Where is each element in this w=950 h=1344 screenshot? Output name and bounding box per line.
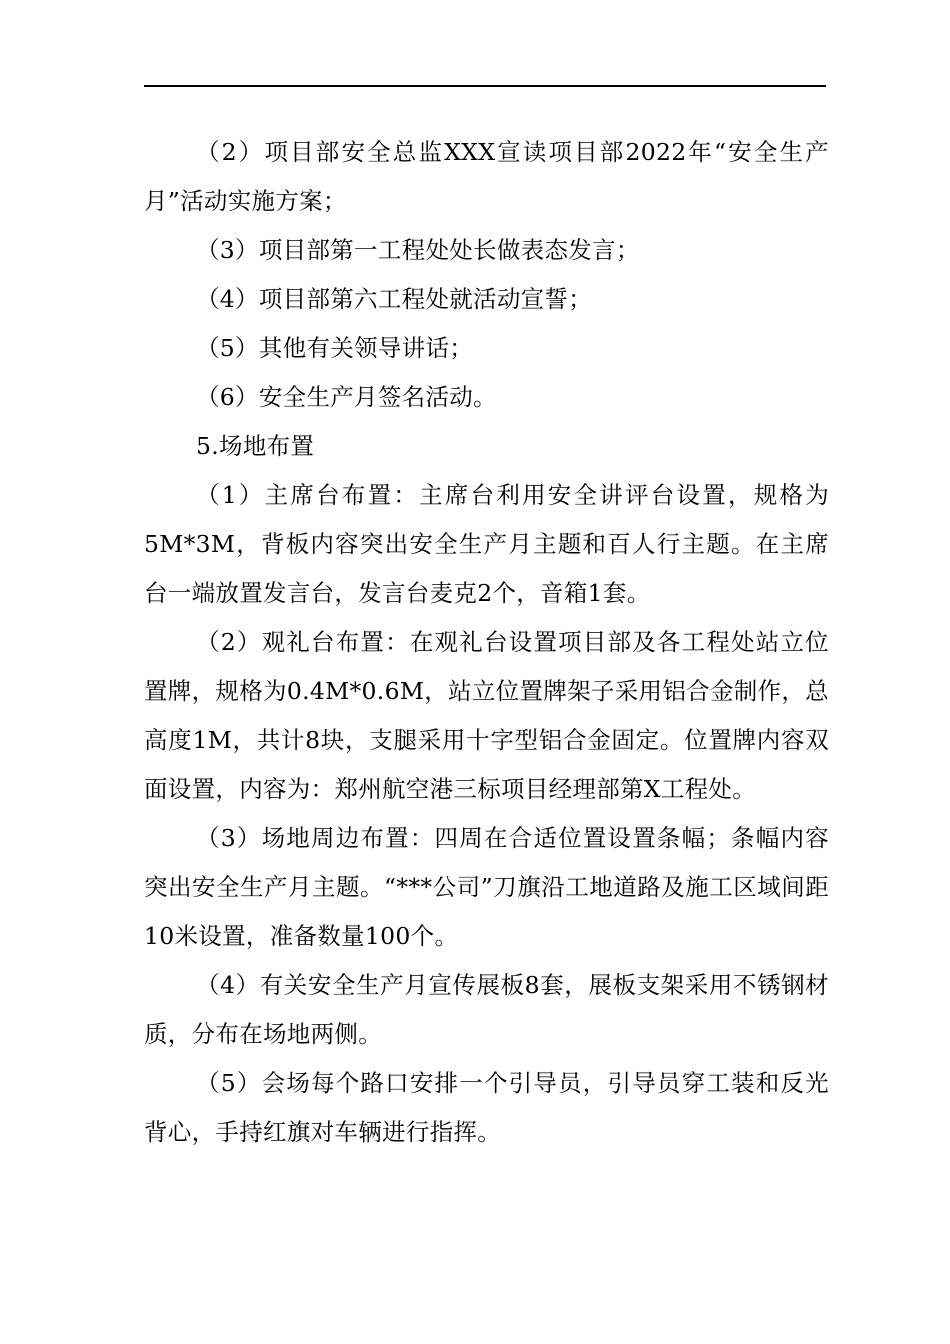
section-heading-venue: 5.场地布置	[196, 432, 315, 460]
paragraph-venue-1: （1）主席台布置：主席台利用安全讲评台设置，规格为5M*3M，背板内容突出安全生产月主题和百人行主题。在主席台一端放置发言台，发言台麦克2个，音箱1套。	[144, 481, 829, 607]
paragraph-item-3: （3）项目部第一工程处处长做表态发言；	[196, 236, 640, 264]
document-body	[144, 128, 829, 1157]
paragraph-item-5: （5）其他有关领导讲话；	[196, 334, 474, 362]
paragraph-venue-5: （5）会场每个路口安排一个引导员，引导员穿工装和反光背心，手持红旗对车辆进行指挥。	[144, 1069, 829, 1146]
paragraph-venue-4: （4）有关安全生产月宣传展板8套，展板支架采用不锈钢材质，分布在场地两侧。	[144, 971, 829, 1048]
header-rule	[144, 85, 826, 87]
paragraph-item-6: （6）安全生产月签名活动。	[196, 383, 497, 411]
paragraph-venue-2: （2）观礼台布置：在观礼台设置项目部及各工程处站立位置牌，规格为0.4M*0.6M，站立位置牌架子采用铝合金制作，总高度1M，共计8块，支腿采用十字型铝合金固定。位置牌内容双面设置，内容为：郑州航空港三标项目经理部第X工程处。	[144, 628, 829, 803]
paragraph-item-2: （2）项目部安全总监XXX宣读项目部2022年“安全生产月”活动实施方案；	[144, 138, 829, 215]
paragraph-item-4: （4）项目部第六工程处就活动宣誓；	[196, 285, 593, 313]
paragraph-venue-3: （3）场地周边布置：四周在合适位置设置条幅；条幅内容突出安全生产月主题。“***公司”刀旗沿工地道路及施工区域间距10米设置，准备数量100个。	[144, 824, 829, 950]
